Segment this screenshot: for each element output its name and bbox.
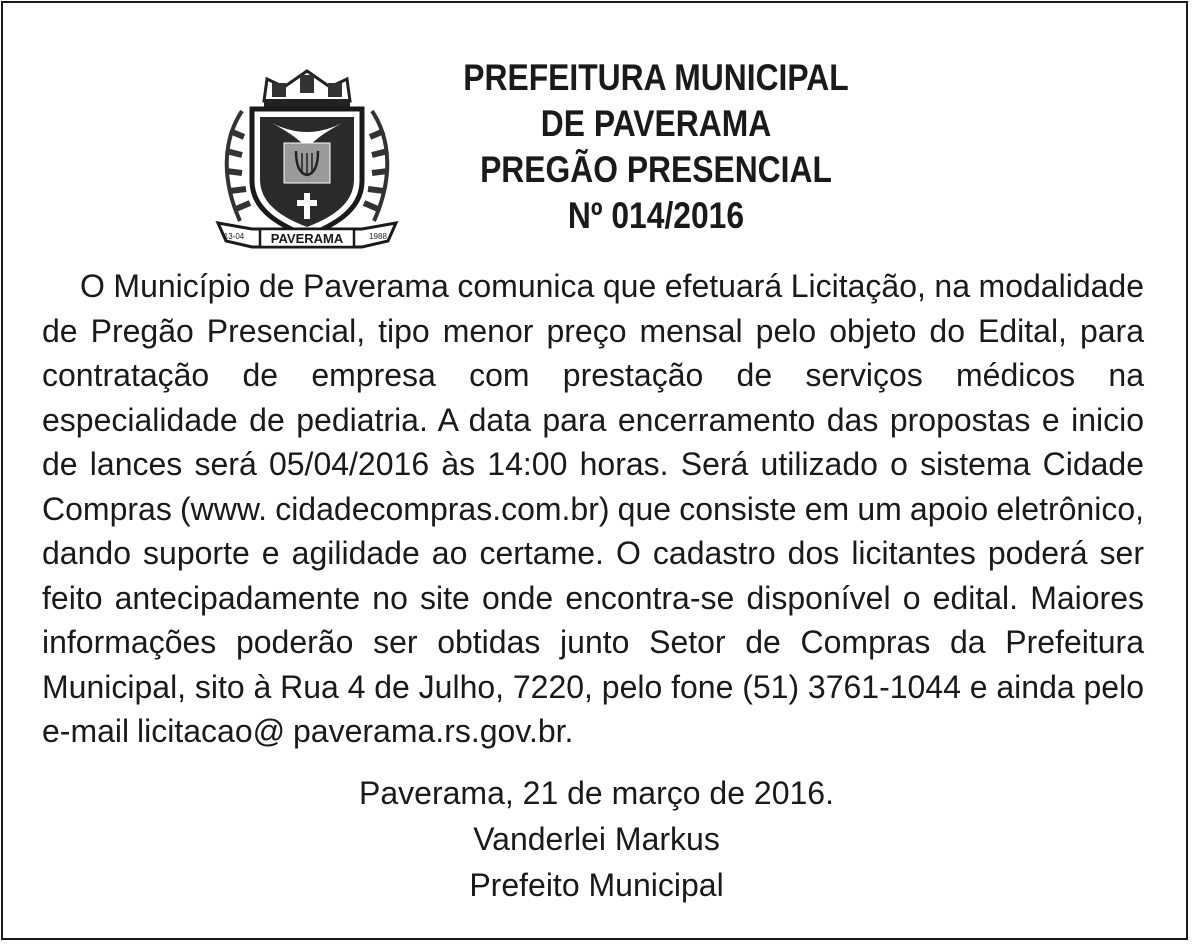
notice-body [42, 264, 1144, 754]
notice-paragraph: O Município de Paverama comunica que efetuará Licitação, na modalidade de Pregão Presencial, tipo menor preço mensal pelo objeto do Edital, para contratação de empresa com prestação de serviços médicos na especialidade de pediatria. A data para encerramento das propostas e inicio de lances será 05/04/2016 às 14:00 horas. Será utilizado o sistema Cidade Compras (www. cidadecompras.com.br) que consiste em um apoio eletrônico, dando suporte e agilidade ao certame. O cadastro dos licitantes poderá ser feito antecipadamente no site onde encontra-se disponível o edital. Maiores informações poderão ser obtidas junto Setor de Compras da Prefeitura Municipal, sito à Rua 4 de Julho, 7220, pelo fone (51) 3761-1044 e ainda pelo e-mail licitacao@ paverama.rs.gov.br. [42, 268, 1144, 749]
title-line: DE PAVERAMA [540, 103, 772, 144]
header [0, 55, 1193, 255]
title-line: PREFEITURA MUNICIPAL [463, 57, 849, 98]
signatory-role: Prefeito Municipal [469, 867, 724, 903]
coat-of-arms-icon [212, 61, 402, 253]
document-title [441, 55, 871, 239]
signature-block [0, 770, 1193, 908]
crest-left-year: 13-04 [223, 232, 245, 241]
crest-banner-text: PAVERAMA [270, 231, 344, 246]
municipal-coat-of-arms [212, 61, 402, 253]
title-line: PREGÃO PRESENCIAL [480, 149, 832, 190]
date-line: Paverama, 21 de março de 2016. [359, 775, 834, 811]
crest-right-year: 1988 [369, 232, 387, 241]
signatory-name: Vanderlei Markus [473, 821, 720, 857]
title-line: Nº 014/2016 [567, 195, 745, 236]
